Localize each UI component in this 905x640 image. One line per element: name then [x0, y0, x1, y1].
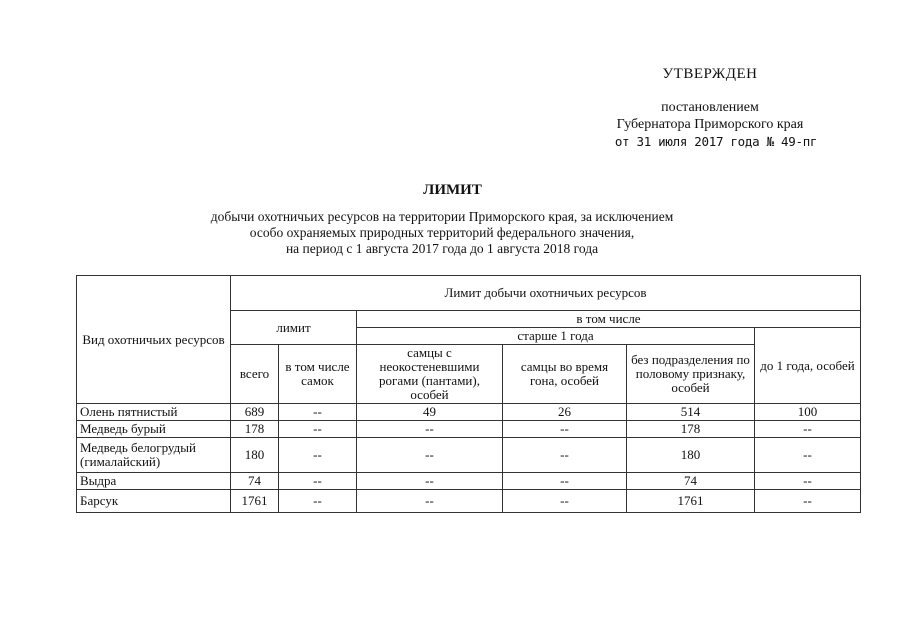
cell-under1: -- — [755, 490, 861, 513]
row-name: Олень пятнистый — [77, 404, 231, 421]
cell-female: -- — [279, 404, 357, 421]
cell-female: -- — [279, 438, 357, 473]
row-name: Медведь белогрудый (гималайский) — [77, 438, 231, 473]
cell-rut: -- — [503, 473, 627, 490]
document-title: ЛИМИТ — [423, 182, 482, 198]
header-in-that: в том числе — [357, 311, 861, 328]
cell-female: -- — [279, 490, 357, 513]
header-total: всего — [231, 345, 279, 404]
cell-total: 180 — [231, 438, 279, 473]
cell-antlers: -- — [357, 421, 503, 438]
table-row — [77, 473, 861, 490]
cell-antlers: -- — [357, 490, 503, 513]
header-limit: лимит — [231, 311, 357, 345]
cell-rut: -- — [503, 438, 627, 473]
cell-total: 74 — [231, 473, 279, 490]
subtitle-line1: добычи охотничьих ресурсов на территории Приморского края, за исключением — [210, 209, 674, 224]
cell-total: 178 — [231, 421, 279, 438]
cell-rut: -- — [503, 490, 627, 513]
row-name: Выдра — [77, 473, 231, 490]
table-row — [77, 438, 861, 473]
cell-under1: -- — [755, 421, 861, 438]
cell-rut: -- — [503, 421, 627, 438]
approval-line1: постановлением — [661, 100, 759, 115]
cell-nosex: 74 — [627, 473, 755, 490]
cell-nosex: 180 — [627, 438, 755, 473]
cell-nosex: 514 — [627, 404, 755, 421]
cell-female: -- — [279, 473, 357, 490]
table-row — [77, 404, 861, 421]
cell-rut: 26 — [503, 404, 627, 421]
header-older: старше 1 года — [357, 328, 755, 345]
header-vid: Вид охотничьих ресурсов — [77, 276, 231, 404]
cell-antlers: 49 — [357, 404, 503, 421]
cell-nosex: 178 — [627, 421, 755, 438]
subtitle-line2: особо охраняемых природных территорий федерального значения, — [249, 225, 635, 240]
cell-under1: 100 — [755, 404, 861, 421]
header-female: в том числе самок — [279, 345, 357, 404]
approval-line2: Губернатора Приморского края — [616, 117, 804, 132]
subtitle-line3: на период с 1 августа 2017 года до 1 августа 2018 года — [285, 241, 599, 256]
header-no-sex: без подразделения по половому признаку, особей — [627, 345, 755, 404]
approval-date: от 31 июля 2017 года № 49-пг — [614, 134, 818, 149]
approval-block — [560, 66, 860, 150]
approval-heading: УТВЕРЖДЕН — [662, 66, 758, 82]
header-males-rut: самцы во время гона, особей — [503, 345, 627, 404]
cell-female: -- — [279, 421, 357, 438]
header-males-antlers: самцы с неокостеневшими рогами (пантами), особей — [357, 345, 503, 404]
row-name: Барсук — [77, 490, 231, 513]
header-under1: до 1 года, особей — [755, 328, 861, 404]
limit-table — [76, 275, 861, 513]
cell-under1: -- — [755, 473, 861, 490]
cell-total: 689 — [231, 404, 279, 421]
table-row — [77, 421, 861, 438]
table-row — [77, 490, 861, 513]
document-subtitle — [142, 209, 742, 257]
row-name: Медведь бурый — [77, 421, 231, 438]
cell-antlers: -- — [357, 473, 503, 490]
cell-nosex: 1761 — [627, 490, 755, 513]
cell-antlers: -- — [357, 438, 503, 473]
header-limit-group: Лимит добычи охотничьих ресурсов — [231, 276, 861, 311]
cell-total: 1761 — [231, 490, 279, 513]
cell-under1: -- — [755, 438, 861, 473]
